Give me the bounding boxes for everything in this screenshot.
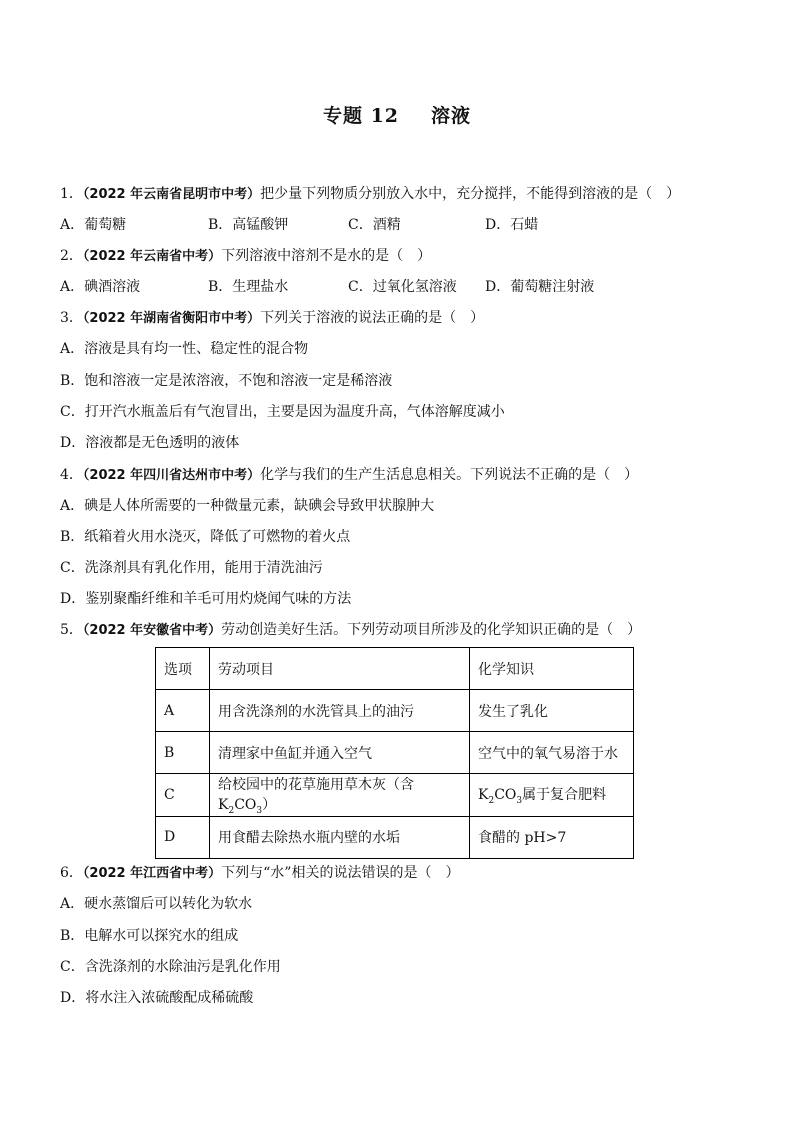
question-source: （2022 年江西省中考） [82,866,222,881]
option-b: B．饱和溶液一定是浓溶液，不饱和溶液一定是稀溶液 [60,373,393,389]
table-cell: D [156,816,210,858]
option-a: A．葡萄糖 [60,217,127,233]
option-c: C．过氧化氢溶液 [348,279,457,295]
option-b: B．生理盐水 [208,279,289,295]
option-d: D．葡萄糖注射液 [485,279,595,295]
question-number: 2． [60,248,83,264]
subscript: 2 [228,805,235,816]
question-source: （2022 年云南省中考） [82,249,222,264]
question-2 [60,246,431,267]
table-cell: 发生了乳化 [470,690,634,732]
option-a: A．硬水蒸馏后可以转化为软水 [60,896,253,912]
question-source: （2022 年安徽省中考） [82,623,222,638]
question-text: 劳动创造美好生活。下列劳动项目所涉及的化学知识正确的是（ ） [221,622,642,638]
table-cell: 食醋的 pH>7 [470,816,634,858]
question-1 [60,184,680,205]
option-b: B．高锰酸钾 [208,217,289,233]
subscript: 2 [488,795,495,806]
question-source: （2022 年湖南省衡阳市中考） [82,311,261,326]
question-5-table [155,647,634,859]
table-cell: B [156,732,210,774]
cell-text: 给校园中的花草施用草木灰（含 K [218,777,414,813]
table-row [156,816,634,858]
question-number: 3． [60,310,83,326]
cell-text: ） [262,797,277,813]
table-cell [210,774,470,817]
question-source: （2022 年云南省昆明市中考） [82,187,261,202]
table-header-row [156,648,634,690]
table-cell: C [156,774,210,817]
table-row [156,774,634,817]
page-title [0,101,794,128]
option-d: D．将水注入浓硫酸配成稀硫酸 [60,990,254,1006]
question-text: 下列关于溶液的说法正确的是（ ） [260,310,485,326]
title-name: 溶液 [431,105,472,127]
question-number: 1． [60,186,83,202]
table-header: 劳动项目 [210,648,470,690]
cell-text: CO [494,787,517,803]
option-d: D．溶液都是无色透明的液体 [60,435,240,451]
option-d: D．鉴别聚酯纤维和羊毛可用灼烧闻气味的方法 [60,591,352,607]
question-source: （2022 年四川省达州市中考） [82,468,261,483]
question-4 [60,465,638,486]
table-header: 化学知识 [470,648,634,690]
option-b: B．电解水可以探究水的组成 [60,928,239,944]
question-text: 把少量下列物质分别放入水中，充分搅拌，不能得到溶液的是（ ） [260,186,681,202]
cell-text: 属于复合肥料 [522,787,607,803]
option-c: C．含洗涤剂的水除油污是乳化作用 [60,959,281,975]
question-text: 下列与“水”相关的说法错误的是（ ） [221,865,460,881]
table-cell: 空气中的氧气易溶于水 [470,732,634,774]
table-cell: 用食醋去除热水瓶内壁的水垢 [210,816,470,858]
option-a: A．碘酒溶液 [60,279,141,295]
cell-text: K [478,787,489,803]
table-row [156,732,634,774]
table-cell: 用含洗涤剂的水洗管具上的油污 [210,690,470,732]
option-c: C．打开汽水瓶盖后有气泡冒出，主要是因为温度升高，气体溶解度减小 [60,404,505,420]
option-d: D．石蜡 [485,217,539,233]
question-3 [60,308,484,329]
option-a: A．碘是人体所需要的一种微量元素，缺碘会导致甲状腺肿大 [60,498,435,514]
option-c: C．酒精 [348,217,401,233]
question-number: 6． [60,865,83,881]
question-number: 4． [60,467,83,483]
question-5 [60,620,641,641]
question-6 [60,863,459,884]
cell-text: CO [234,797,257,813]
table-header: 选项 [156,648,210,690]
table-cell: 清理家中鱼缸并通入空气 [210,732,470,774]
title-topic: 专题 12 [322,105,400,127]
option-c: C．洗涤剂具有乳化作用，能用于清洗油污 [60,560,323,576]
subscript: 3 [256,805,263,816]
question-text: 化学与我们的生产生活息息相关。下列说法不正确的是（ ） [260,467,639,483]
question-number: 5． [60,622,83,638]
question-text: 下列溶液中溶剂不是水的是（ ） [221,248,432,264]
table-cell: A [156,690,210,732]
subscript: 3 [516,795,523,806]
table-row [156,690,634,732]
option-a: A．溶液是具有均一性、稳定性的混合物 [60,341,309,357]
option-b: B．纸箱着火用水浇灭，降低了可燃物的着火点 [60,529,351,545]
table-cell [470,774,634,817]
